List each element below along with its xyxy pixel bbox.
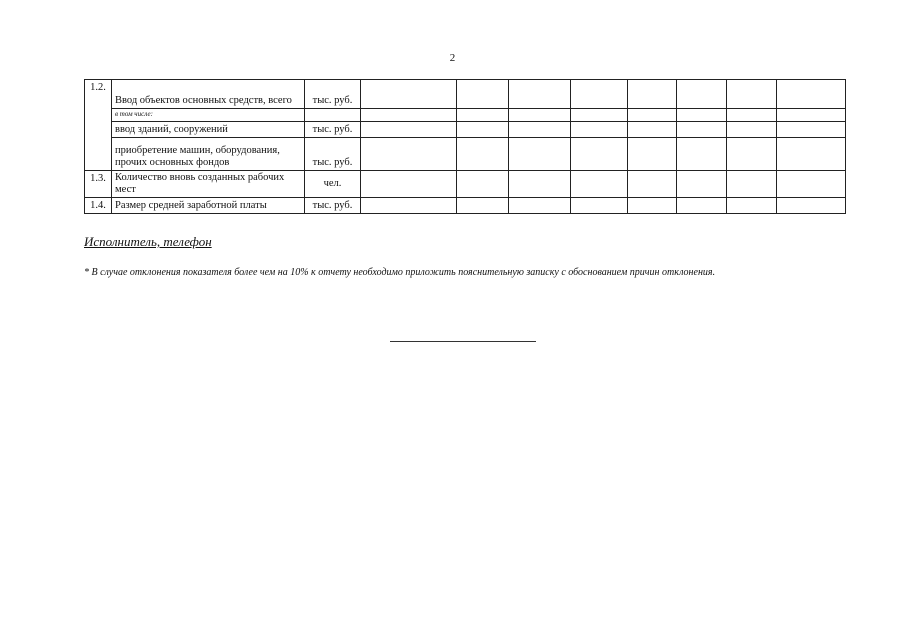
table-cell [677, 122, 727, 138]
divider-line [390, 341, 536, 342]
row-label: Размер средней заработной платы [112, 198, 305, 214]
table-cell [509, 198, 571, 214]
row-unit: чел. [305, 171, 361, 198]
table-cell [457, 171, 509, 198]
table-cell [509, 80, 571, 109]
row-unit [305, 109, 361, 122]
table-cell [727, 122, 777, 138]
table-cell [571, 171, 628, 198]
table-cell [628, 122, 677, 138]
row-number: 1.3. [85, 171, 112, 198]
table-cell [457, 109, 509, 122]
footnote: * В случае отклонения показателя более чем на 10% к отчету необходимо приложить пояснительную записку с обоснованием причин отклонения. [84, 267, 716, 278]
table-cell [677, 109, 727, 122]
row-unit: тыс. руб. [305, 80, 361, 109]
table-cell [571, 122, 628, 138]
table-row [85, 198, 846, 214]
table-row [85, 80, 846, 109]
table-cell [677, 171, 727, 198]
row-unit: тыс. руб. [305, 198, 361, 214]
table-cell [628, 109, 677, 122]
table-cell [361, 138, 457, 171]
table-cell [777, 198, 846, 214]
table-cell [628, 80, 677, 109]
table-cell [571, 109, 628, 122]
row-number: 1.4. [85, 198, 112, 214]
row-label: ввод зданий, сооружений [112, 122, 305, 138]
executor-phone-label: Исполнитель, телефон [84, 234, 212, 249]
table-cell [457, 138, 509, 171]
row-number: 1.2. [85, 80, 112, 171]
table-cell [727, 198, 777, 214]
table-cell [628, 171, 677, 198]
report-table [84, 79, 846, 214]
table-cell [457, 122, 509, 138]
row-unit: тыс. руб. [305, 122, 361, 138]
table-cell [571, 198, 628, 214]
table-cell [727, 138, 777, 171]
table-cell [509, 138, 571, 171]
table-cell [361, 122, 457, 138]
table-cell [677, 138, 727, 171]
table-row [85, 138, 846, 171]
table-cell [457, 80, 509, 109]
table-cell [677, 80, 727, 109]
table-cell [777, 122, 846, 138]
table-cell [777, 171, 846, 198]
table-cell [457, 198, 509, 214]
table-cell [628, 138, 677, 171]
table-cell [777, 80, 846, 109]
row-label: в том числе: [112, 109, 305, 122]
table-cell [628, 198, 677, 214]
table-cell [361, 171, 457, 198]
row-label: Ввод объектов основных средств, всего [112, 80, 305, 109]
table-cell [727, 171, 777, 198]
table-cell [509, 122, 571, 138]
table-cell [727, 80, 777, 109]
table-cell [361, 109, 457, 122]
table-row [85, 122, 846, 138]
table-cell [509, 109, 571, 122]
table-row [85, 109, 846, 122]
table-cell [777, 109, 846, 122]
table-cell [571, 80, 628, 109]
row-label: Количество вновь созданных рабочих мест [112, 171, 305, 198]
table-cell [677, 198, 727, 214]
table-cell [571, 138, 628, 171]
table-cell [727, 109, 777, 122]
table-cell [361, 80, 457, 109]
row-unit: тыс. руб. [305, 138, 361, 171]
table-row [85, 171, 846, 198]
table-cell [777, 138, 846, 171]
table-cell [509, 171, 571, 198]
page-number: 2 [449, 52, 456, 64]
row-label: приобретение машин, оборудования, прочих основных фондов [112, 138, 305, 171]
table-cell [361, 198, 457, 214]
